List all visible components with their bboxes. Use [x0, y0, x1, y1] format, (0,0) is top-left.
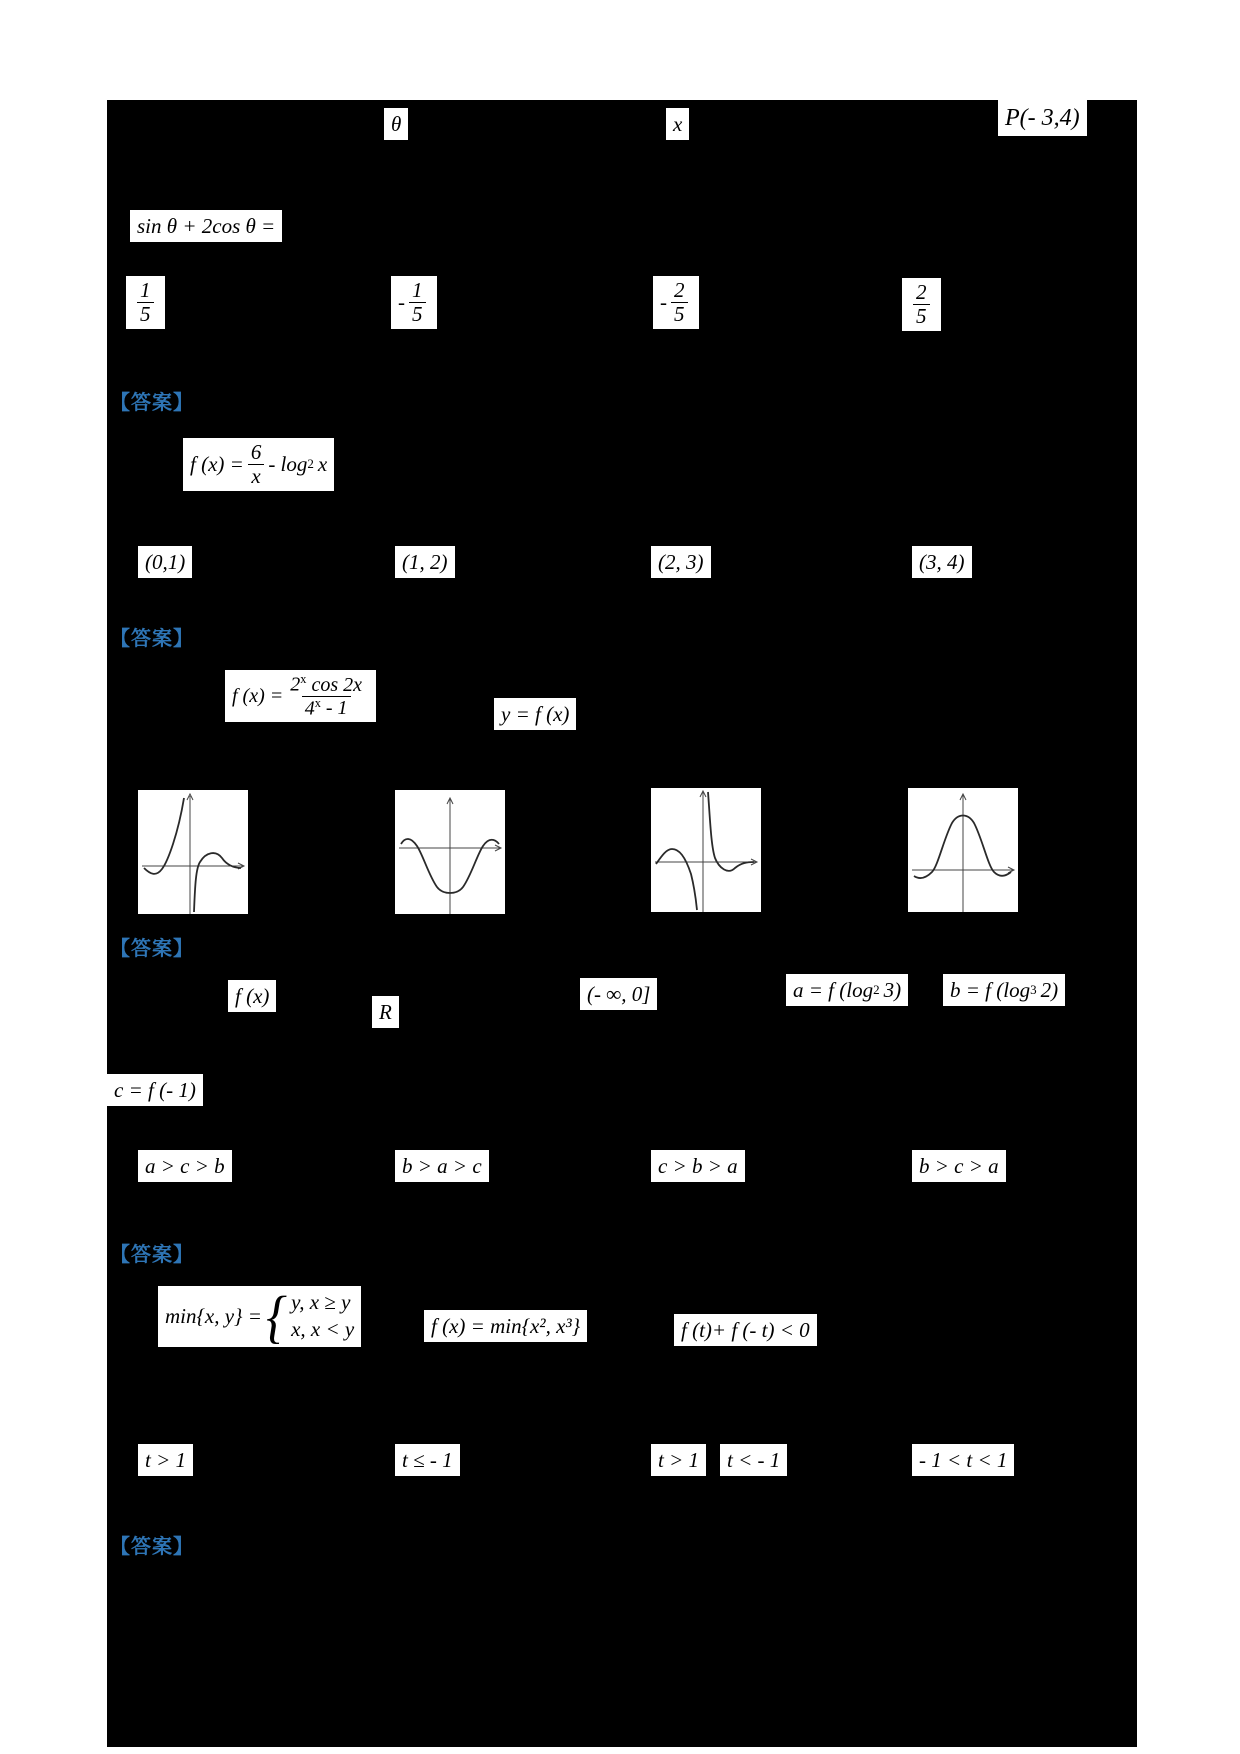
sign: - [398, 290, 405, 315]
den-exponent: x [314, 695, 321, 710]
a-def-post: 3) [883, 978, 902, 1002]
ft-condition-text: f (t)+ f (- t) < 0 [681, 1318, 810, 1342]
numerator: 1 [140, 278, 151, 302]
denominator [302, 696, 351, 720]
log-base: 3 [1030, 981, 1037, 997]
graph-option-c [651, 788, 761, 912]
answer-label-1: 【答案】 [110, 392, 194, 414]
mono-option-d [912, 1150, 1006, 1182]
math-c-definition [107, 1074, 203, 1106]
minq-option-c-part1 [651, 1444, 706, 1476]
theta-symbol: θ [391, 112, 402, 136]
trig-option-d [902, 278, 941, 331]
math-theta [384, 108, 408, 140]
graph-d-plot [908, 788, 1018, 912]
range-text: - 1 < t < 1 [919, 1448, 1008, 1472]
ordering-text: b > a > c [402, 1154, 482, 1178]
minq-option-b [395, 1444, 460, 1476]
zeros-option-a [138, 546, 192, 578]
formula-prefix: f (x) = [190, 452, 244, 477]
formula-min-definition [158, 1283, 361, 1349]
graph-b-plot [395, 790, 505, 914]
cases-brace: { [266, 1283, 287, 1349]
minq-option-c-part2 [720, 1444, 787, 1476]
zeros-option-d [912, 546, 972, 578]
b-def-pre: b = f (log [950, 978, 1031, 1002]
range-text: t ≤ - 1 [402, 1448, 453, 1472]
answer-label-2: 【答案】 [110, 628, 194, 650]
denominator: 5 [137, 302, 154, 326]
reals-symbol: R [379, 1000, 392, 1024]
interval-text: (- ∞, 0] [587, 982, 651, 1006]
mono-option-a [138, 1150, 232, 1182]
fraction [913, 281, 930, 328]
min-def-prefix: min{x, y} = [165, 1304, 262, 1329]
mono-option-c [651, 1150, 745, 1182]
curve-equation: y = f (x) [501, 702, 570, 726]
minq-option-d [912, 1444, 1014, 1476]
formula-fx-min [424, 1310, 587, 1342]
piecewise-cases [291, 1289, 354, 1344]
formula-zeros-function [183, 438, 334, 491]
fx-min-text: f (x) = min{x², x³} [431, 1314, 581, 1338]
denominator: 5 [671, 302, 688, 326]
case-2: x, x < y [291, 1317, 355, 1342]
interval-text: (0,1) [145, 550, 186, 574]
answer-label-3: 【答案】 [110, 938, 194, 960]
zeros-option-b [395, 546, 455, 578]
log-term: - log [268, 452, 308, 477]
numerator [287, 673, 365, 696]
graph-c-plot [651, 788, 761, 912]
minq-option-a [138, 1444, 193, 1476]
range-text: t < - 1 [727, 1448, 781, 1472]
graph-option-d [908, 788, 1018, 912]
den-base: 4 [304, 697, 315, 720]
formula-graph-function [225, 670, 376, 722]
sign: - [660, 290, 667, 315]
range-text: t > 1 [658, 1448, 700, 1472]
numerator: 2 [916, 280, 927, 304]
log-base: 2 [873, 981, 880, 997]
math-a-definition [786, 974, 908, 1006]
fraction [409, 279, 426, 326]
ordering-text: a > c > b [145, 1154, 225, 1178]
graph-option-b [395, 790, 505, 914]
math-interval-neg-inf-0 [580, 978, 657, 1010]
numerator: 6 [250, 440, 262, 464]
interval-text: (3, 4) [919, 550, 965, 574]
math-reals [372, 996, 399, 1028]
formula-ft-condition [674, 1314, 817, 1346]
zeros-option-c [651, 546, 711, 578]
trig-expression [130, 210, 282, 242]
x-symbol: x [673, 112, 683, 136]
ordering-text: c > b > a [658, 1154, 738, 1178]
math-b-definition [943, 974, 1065, 1006]
fraction [671, 279, 688, 326]
range-text: t > 1 [145, 1448, 187, 1472]
interval-text: (2, 3) [658, 550, 704, 574]
point-p-text: P(- 3,4) [1005, 105, 1080, 131]
answer-label-4: 【答案】 [110, 1244, 194, 1266]
interval-text: (1, 2) [402, 550, 448, 574]
denominator: 5 [409, 302, 426, 326]
log-base: 2 [307, 456, 314, 472]
graph-option-a [138, 790, 248, 914]
formula-y-equals-fx [494, 698, 576, 730]
numerator: 2 [674, 278, 685, 302]
fx-text: f (x) [235, 984, 270, 1008]
graph-a-plot [138, 790, 248, 914]
den-rest: - 1 [325, 697, 348, 720]
num-base: 2 [290, 673, 301, 696]
c-def-text: c = f (- 1) [114, 1078, 196, 1102]
b-def-post: 2) [1040, 978, 1059, 1002]
fraction [287, 673, 365, 719]
formula-prefix: f (x) = [232, 684, 284, 707]
trig-option-b [391, 276, 437, 329]
math-point-p [998, 100, 1087, 136]
case-1: y, x ≥ y [291, 1290, 351, 1314]
black-redacted-background [107, 100, 1137, 1747]
denominator: 5 [913, 304, 930, 328]
answer-label-5: 【答案】 [110, 1536, 194, 1558]
fraction [137, 279, 154, 326]
numerator: 1 [412, 278, 423, 302]
trig-option-a [126, 276, 165, 329]
num-rest: cos 2x [311, 673, 362, 696]
trig-expression-text: sin θ + 2cos θ = [137, 214, 276, 238]
mono-option-b [395, 1150, 489, 1182]
math-fx [228, 980, 276, 1012]
num-exponent: x [300, 672, 307, 686]
ordering-text: b > c > a [919, 1154, 999, 1178]
math-x [666, 108, 689, 140]
denominator: x [248, 464, 263, 488]
log-argument: x [317, 452, 328, 477]
a-def-pre: a = f (log [793, 978, 874, 1002]
fraction [248, 441, 265, 488]
trig-option-c [653, 276, 699, 329]
